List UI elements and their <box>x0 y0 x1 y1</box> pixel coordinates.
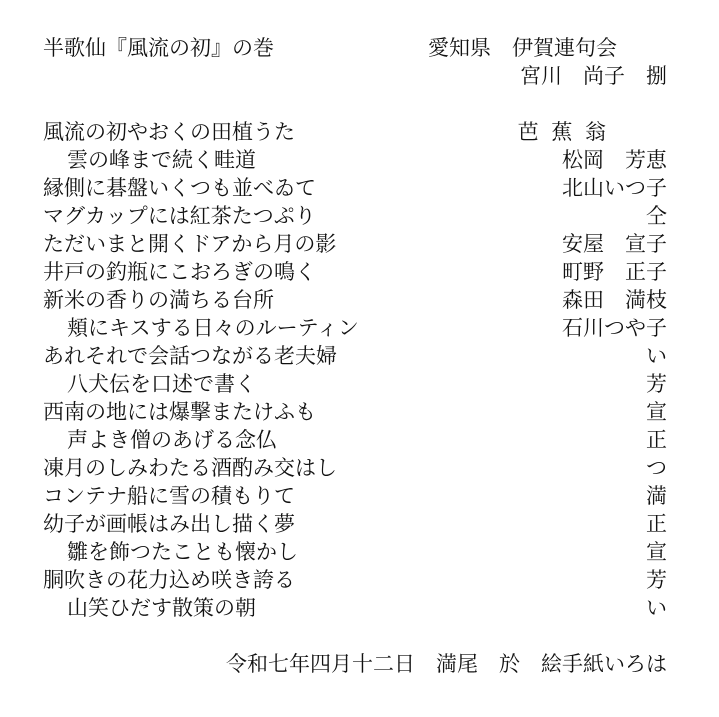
verse-text: 声よき僧のあげる念仏 <box>67 428 277 452</box>
verse-text: 八犬伝を口述で書く <box>67 372 256 396</box>
verse-author: 宣 <box>646 540 667 564</box>
verse-row <box>43 398 667 426</box>
verse-row <box>43 538 667 566</box>
verse-text: マグカップには紅茶たつぷり <box>43 204 316 228</box>
verse-text: 井戸の釣瓶にこおろぎの鳴く <box>43 260 316 284</box>
verse-row <box>43 426 667 454</box>
verse-text: コンテナ船に雪の積もりて <box>43 484 295 508</box>
verse-author: 宣 <box>646 400 667 424</box>
verse-text: 風流の初やおくの田植うた <box>43 120 295 144</box>
verse-row <box>43 510 667 538</box>
verse-author: 森田 満枝 <box>562 288 667 312</box>
verse-row <box>43 454 667 482</box>
verse-text: 頬にキスする日々のルーティン <box>67 316 359 340</box>
verse-row <box>43 202 667 230</box>
verse-text: 新米の香りの満ちる台所 <box>43 288 274 312</box>
verse-row <box>43 566 667 594</box>
verse-text: 胴吹きの花力込め咲き誇る <box>43 568 295 592</box>
verse-text: 西南の地には爆撃またけふも <box>43 400 316 424</box>
verse-author: つ <box>646 456 667 480</box>
verse-row <box>43 342 667 370</box>
verse-author: 満 <box>646 484 667 508</box>
verse-author: 仝 <box>646 204 667 228</box>
verse-row <box>43 370 667 398</box>
verse-author: 正 <box>646 512 667 536</box>
verse-text: 凍月のしみわたる酒酌み交はし <box>43 456 337 480</box>
verse-author: 安屋 宣子 <box>562 232 667 256</box>
verse-row <box>43 286 667 314</box>
verse-row <box>43 594 667 622</box>
verse-author: い <box>646 596 667 620</box>
verse-text: あれそれで会話つながる老夫婦 <box>43 344 337 368</box>
verse-row <box>43 118 667 146</box>
verse-row <box>43 258 667 286</box>
verse-row <box>43 482 667 510</box>
verse-row <box>43 230 667 258</box>
verse-text: 雛を飾つたことも懐かし <box>67 540 298 564</box>
verse-text: 幼子が画帳はみ出し描く夢 <box>43 512 295 536</box>
verse-author: 松岡 芳恵 <box>562 148 667 172</box>
verse-row <box>43 314 667 342</box>
verse-author: 北山いつ子 <box>562 176 667 200</box>
verse-text: 雲の峰まで続く畦道 <box>67 148 256 172</box>
verse-author: 正 <box>646 428 667 452</box>
verse-text: ただいまと開くドアから月の影 <box>43 232 337 256</box>
verse-list <box>43 118 667 622</box>
verse-author: 芳 <box>646 372 667 396</box>
verse-text: 縁側に碁盤いくつも並べゐて <box>43 176 316 200</box>
compiler-credit: 宮川 尚子 捌 <box>520 64 667 88</box>
verse-author: 芭 蕉 翁 <box>517 120 609 144</box>
group-name: 愛知県 伊賀連句会 <box>428 36 617 60</box>
verse-author: い <box>646 344 667 368</box>
verse-author: 町野 正子 <box>562 260 667 284</box>
verse-author: 芳 <box>646 568 667 592</box>
verse-row <box>43 146 667 174</box>
verse-text: 山笑ひだす散策の朝 <box>67 596 256 620</box>
colophon: 令和七年四月十二日 満尾 於 絵手紙いろは <box>226 652 667 676</box>
verse-row <box>43 174 667 202</box>
verse-author: 石川つや子 <box>562 316 667 340</box>
document-title: 半歌仙『風流の初』の巻 <box>43 36 274 60</box>
